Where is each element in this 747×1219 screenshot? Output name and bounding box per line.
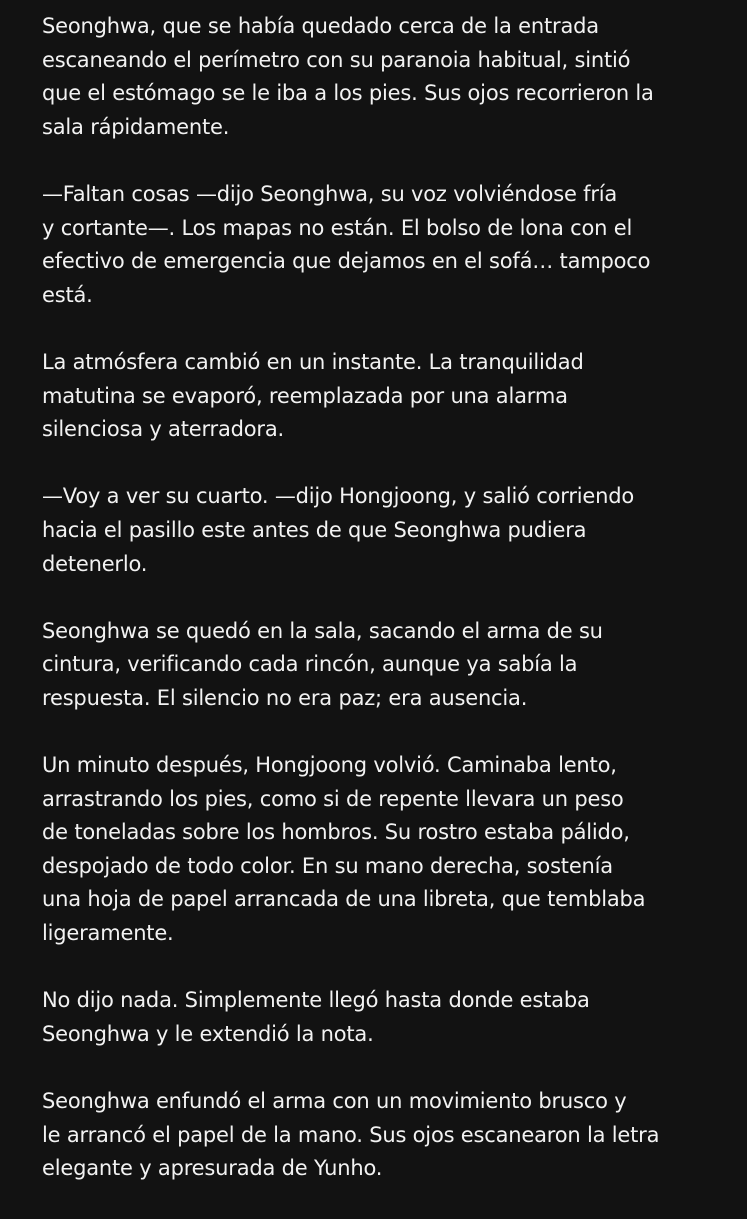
text-line: La atmósfera cambió en un instante. La tranquilidad — [42, 349, 584, 374]
text-line: está. — [42, 282, 93, 307]
text-line: le arrancó el papel de la mano. Sus ojos escanearon la letra — [42, 1122, 660, 1147]
text-line: despojado de todo color. En su mano derecha, sostenía — [42, 853, 613, 878]
text-line: de toneladas sobre los hombros. Su rostro estaba pálido, — [42, 820, 630, 845]
text-line: cintura, verificando cada rincón, aunque ya sabía la — [42, 652, 578, 677]
text-line: ligeramente. — [42, 921, 174, 946]
text-line: elegante y apresurada de Yunho. — [42, 1156, 383, 1181]
text-line: Seonghwa y le extendió la nota. — [42, 1021, 374, 1046]
paragraph-4 — [42, 480, 722, 581]
text-line: una hoja de papel arrancada de una libreta, que temblaba — [42, 887, 646, 912]
text-line: arrastrando los pies, como si de repente llevara un peso — [42, 786, 624, 811]
text-line: hacia el pasillo este antes de que Seonghwa pudiera — [42, 517, 587, 542]
text-line: Seonghwa se quedó en la sala, sacando el arma de su — [42, 618, 603, 643]
text-line: —Voy a ver su cuarto. —dijo Hongjoong, y salió corriendo — [42, 484, 634, 509]
paragraph-6 — [42, 749, 722, 951]
paragraph-5 — [42, 615, 722, 716]
paragraph-2 — [42, 178, 722, 312]
paragraph-3 — [42, 346, 722, 447]
text-line: respuesta. El silencio no era paz; era ausencia. — [42, 685, 528, 710]
text-line: matutina se evaporó, reemplazada por una alarma — [42, 383, 568, 408]
text-line: Seonghwa enfundó el arma con un movimiento brusco y — [42, 1089, 627, 1113]
story-text — [42, 10, 722, 1219]
text-line: Seonghwa, que se había quedado cerca de la entrada — [42, 14, 599, 38]
paragraph-7 — [42, 984, 722, 1051]
text-line: —Faltan cosas —dijo Seonghwa, su voz volviéndose fría — [42, 181, 618, 206]
text-line: y cortante—. Los mapas no están. El bolso de lona con el — [42, 215, 633, 240]
text-line: No dijo nada. Simplemente llegó hasta donde estaba — [42, 988, 590, 1013]
text-line: escaneando el perímetro con su paranoia habitual, sintió — [42, 47, 631, 72]
text-line: efectivo de emergencia que dejamos en el sofá… tampoco — [42, 249, 651, 274]
text-line: Un minuto después, Hongjoong volvió. Caminaba lento, — [42, 753, 617, 778]
paragraph-8 — [42, 1085, 722, 1186]
paragraph-1 — [42, 10, 722, 144]
text-line: que el estómago se le iba a los pies. Sus ojos recorrieron la — [42, 81, 654, 106]
text-line: detenerlo. — [42, 551, 148, 576]
text-line: sala rápidamente. — [42, 114, 230, 139]
text-line: silenciosa y aterradora. — [42, 417, 285, 442]
